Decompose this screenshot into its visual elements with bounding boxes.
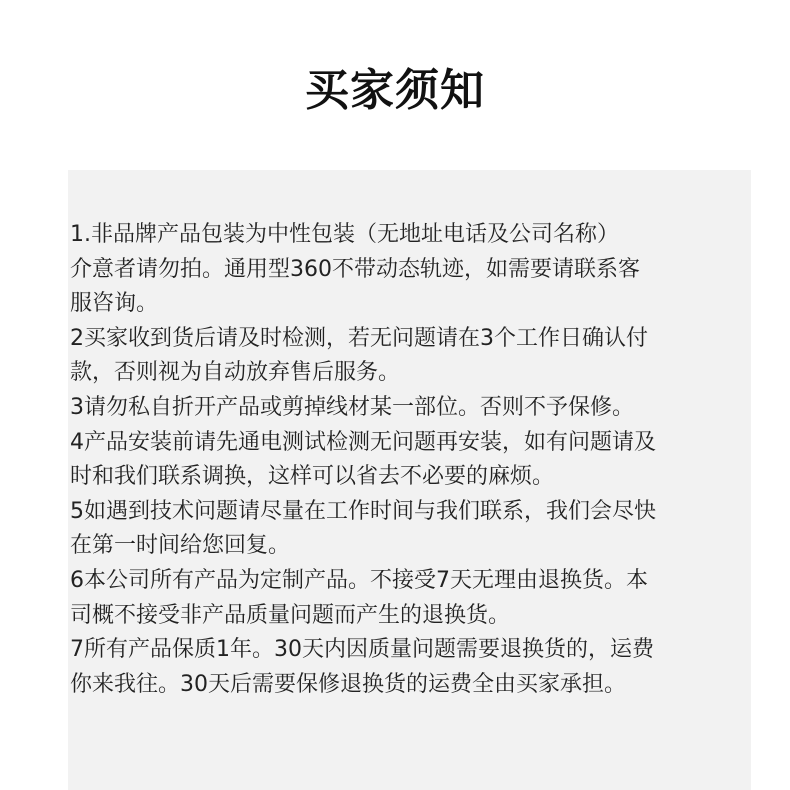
page-title: 买家须知 [305,65,485,117]
notice-panel [68,170,751,790]
notice-text: 1.非品牌产品包装为中性包装（无地址电话及公司名称） 介意者请勿拍。通用型360不带动态轨迹，如需要请联系客 服咨询。 2买家收到货后请及时检测，若无问题请在3个工作日确认付 款，否则视为自动放弃售后服务。 3请勿私自折开产品或剪掉线材某一部位。否则不予保修。 4产品安装前请先通电测试检测无问题再安装，如有问题请及 时和我们联系调换，这样可以省去不必要的麻烦。 5如遇到技术问题请尽量在工作时间与我们联系，我们会尽快 在第一时间给您回复。 6本公司所有产品为定制产品。不接受7天无理由退换货。本 司概不接受非产品质量问题而产生的退换货。 7所有产品保质1年。30天内因质量问题需要退换货的，运费 你来我往。30天后需要保修退换货的运费全由买家承担。 [70,222,656,697]
